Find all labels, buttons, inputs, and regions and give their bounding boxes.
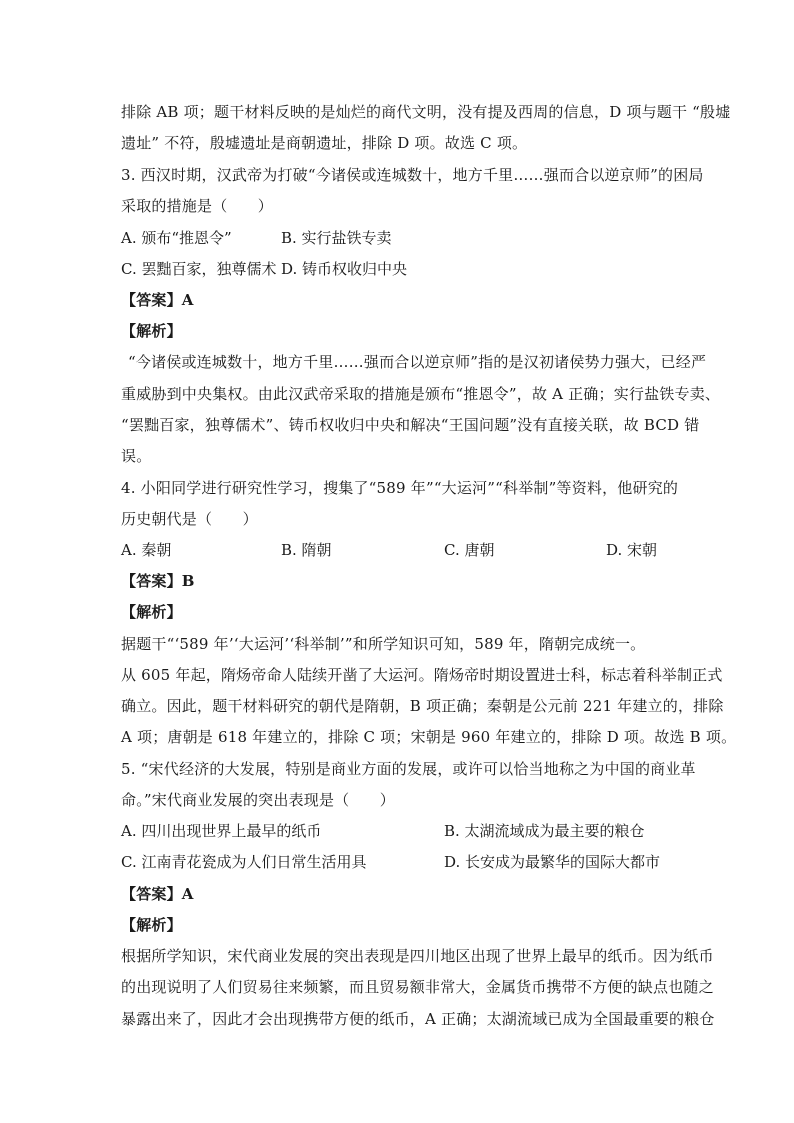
- q5-stem-line: 5. “宋代经济的大发展，特别是商业方面的发展，或许可以恰当地称之为中国的商业革: [121, 760, 696, 778]
- q4-analysis-line: 据题干“‘589 年’‘大运河’‘科举制’”和所学知识可知，589 年，隋朝完成统一。: [121, 635, 646, 653]
- q5-analysis-line: 的出现说明了人们贸易往来频繁，而且贸易额非常大，金属货币携带不方便的缺点也随之: [121, 978, 714, 996]
- q5-option-c: C. 江南青花瓷成为人们日常生活用具: [121, 853, 367, 871]
- prev-analysis-line: 排除 AB 项；题干材料反映的是灿烂的商代文明，没有提及西周的信息，D 项与题干 “殷墟: [121, 103, 731, 121]
- q3-analysis-label: 【解析】: [121, 322, 182, 340]
- q3-option-b: B. 实行盐铁专卖: [281, 229, 392, 247]
- q4-option-b: B. 隋朝: [281, 541, 332, 559]
- q3-option-a: A. 颁布“推恩令”: [121, 229, 232, 247]
- q5-option-b: B. 太湖流域成为最主要的粮仓: [444, 822, 645, 840]
- q4-analysis-label: 【解析】: [121, 603, 182, 621]
- q5-analysis-line: 暴露出来了，因此才会出现携带方便的纸币，A 正确；太湖流域已成为全国最重要的粮仓: [121, 1010, 715, 1028]
- q4-answer: 【答案】B: [121, 572, 195, 590]
- q5-stem-line: 命。”宋代商业发展的突出表现是（ ）: [121, 791, 395, 809]
- q3-analysis-line: “今诸侯或连城数十，地方千里……强而合以逆京师”指的是汉初诸侯势力强大，已经严: [128, 353, 707, 371]
- q5-answer: 【答案】A: [121, 885, 194, 903]
- q4-analysis-line: 确立。因此，题干材料研究的朝代是隋朝，B 项正确；秦朝是公元前 221 年建立的，排除: [121, 697, 724, 715]
- prev-analysis-line: 遗址” 不符，殷墟遗址是商朝遗址，排除 D 项。故选 C 项。: [121, 134, 528, 152]
- q3-stem-line: 3. 西汉时期，汉武帝为打破“今诸侯或连城数十，地方千里……强而合以逆京师”的困局: [121, 166, 704, 184]
- q4-option-d: D. 宋朝: [606, 541, 658, 559]
- q3-analysis-line: 误。: [121, 447, 152, 465]
- q3-answer: 【答案】A: [121, 291, 194, 309]
- q5-option-d: D. 长安成为最繁华的国际大都市: [444, 853, 661, 871]
- q3-option-d: D. 铸币权收归中央: [281, 260, 408, 278]
- q4-option-c: C. 唐朝: [444, 541, 495, 559]
- q3-analysis-line: 重威胁到中央集权。由此汉武帝采取的措施是颁布“推恩令”，故 A 正确；实行盐铁专卖、: [121, 385, 721, 403]
- q3-option-c: C. 罢黜百家，独尊儒术: [121, 260, 277, 278]
- q4-analysis-line: 从 605 年起，隋炀帝命人陆续开凿了大运河。隋炀帝时期设置进士科，标志着科举制正式: [121, 666, 723, 684]
- q4-stem-line: 历史朝代是（ ）: [121, 510, 258, 528]
- q5-option-a: A. 四川出现世界上最早的纸币: [121, 822, 322, 840]
- q5-analysis-label: 【解析】: [121, 916, 182, 934]
- q3-stem-line: 采取的措施是（ ）: [121, 197, 274, 215]
- q3-analysis-line: “罢黜百家，独尊儒术”、铸币权收归中央和解决“王国问题”没有直接关联，故 BCD 错: [121, 416, 700, 434]
- q5-analysis-line: 根据所学知识，宋代商业发展的突出表现是四川地区出现了世界上最早的纸币。因为纸币: [121, 947, 714, 965]
- q4-stem-line: 4. 小阳同学进行研究性学习，搜集了“589 年”“大运河”“科举制”等资料，他研究的: [121, 479, 679, 497]
- q4-option-a: A. 秦朝: [121, 541, 172, 559]
- q4-analysis-line: A 项；唐朝是 618 年建立的，排除 C 项；宋朝是 960 年建立的，排除 D 项。故选 B 项。: [121, 728, 737, 746]
